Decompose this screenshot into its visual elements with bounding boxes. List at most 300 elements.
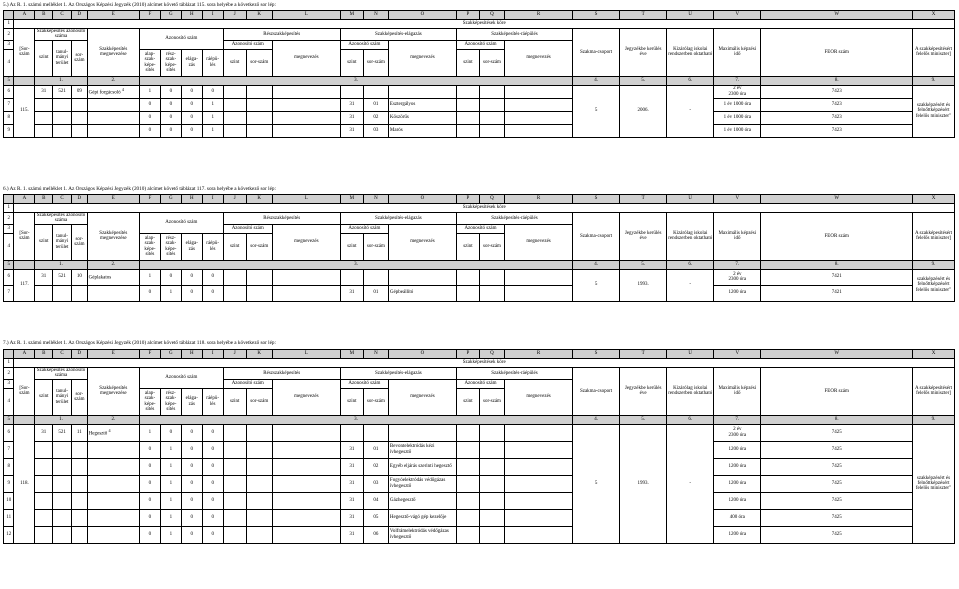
resz-megnevezes-cell [272, 526, 340, 543]
header-kore: Szakképesítések köre [14, 20, 955, 29]
elag-szint-cell [340, 85, 363, 98]
colnum-cell: 9. [913, 260, 955, 269]
sorszam-small-cell [71, 441, 87, 458]
resz-szint-cell [223, 441, 246, 458]
header-azonosito: Azonosító szám [456, 379, 504, 388]
elag-sorszam-cell: 06 [363, 526, 388, 543]
colnum-cell: 8. [761, 415, 913, 424]
header-szint: szint [456, 388, 479, 415]
column-letter: O [388, 11, 456, 20]
flag-cell: 0 [139, 441, 160, 458]
elag-szint-cell: 31 [340, 111, 363, 124]
header-raep: ráépü-lés [202, 49, 223, 76]
elag-megnevezes-cell: Hegesztő-vágó gép kezelője [388, 509, 456, 526]
raep-megnevezes-cell [505, 441, 573, 458]
kepzesi-ido-cell: 1200 óra [714, 441, 761, 458]
column-letter: H [181, 195, 202, 204]
raep-megnevezes-cell [505, 111, 573, 124]
raep-megnevezes-cell [505, 124, 573, 137]
raep-szint-cell [456, 269, 479, 285]
resz-sorszam-cell [246, 98, 272, 111]
tanulmanyi-cell [53, 285, 72, 301]
row-number: 4 [4, 388, 14, 415]
flag-cell: 0 [160, 98, 181, 111]
table-row [4, 124, 955, 137]
header-megnevezese: Szakképesítés megnevezése [87, 213, 139, 261]
header-azonosito-szama: Szakképesítés azonosító száma [36, 213, 86, 224]
table-row [4, 85, 955, 98]
header-azonosito: Azonosító szám [340, 379, 388, 388]
header-megnevezes: megnevezés [272, 40, 340, 76]
elag-sorszam-cell: 02 [363, 458, 388, 475]
colnum-cell: 2. [87, 260, 139, 269]
column-letter: Q [479, 350, 504, 359]
szint-cell [35, 475, 53, 492]
name-text: Gépi forgácsoló [88, 90, 121, 96]
raep-szint-cell [456, 526, 479, 543]
column-letter: V [714, 195, 761, 204]
column-letter: J [223, 350, 246, 359]
raep-sorszam-cell [479, 111, 504, 124]
flag-cell: 0 [181, 424, 202, 441]
colnum-cell: 4. [573, 415, 620, 424]
tanulmanyi-cell [53, 124, 72, 137]
iskolai-cell: - [667, 424, 714, 543]
colnum-cell: 5. [620, 415, 667, 424]
kepzesi-ido-cell: 1200 óra [714, 285, 761, 301]
szakkepesites-name [87, 285, 139, 301]
sorszam-cell: 117. [14, 269, 35, 301]
raep-sorszam-cell [479, 441, 504, 458]
flag-cell: 0 [181, 509, 202, 526]
tanulmanyi-cell [53, 111, 72, 124]
column-letter: C [53, 350, 72, 359]
szint-cell [35, 124, 53, 137]
column-letter: X [913, 350, 955, 359]
colnum-cell: 5. [620, 260, 667, 269]
column-letter: S [573, 195, 620, 204]
flag-cell: 0 [202, 458, 223, 475]
resz-sorszam-cell [246, 111, 272, 124]
sorszam-small-cell [71, 458, 87, 475]
sorszam-cell: 115. [14, 85, 35, 137]
column-letter: J [223, 11, 246, 20]
header-megnevezes: megnevezés [388, 224, 456, 260]
header-megnevezes: megnevezés [388, 379, 456, 415]
column-letter: U [667, 195, 714, 204]
tanulmanyi-cell: 521 [53, 269, 72, 285]
flag-cell: 0 [202, 85, 223, 98]
colnum-cell: 7. [714, 260, 761, 269]
flag-cell: 1 [160, 526, 181, 543]
feor-cell: 7425 [761, 526, 913, 543]
resz-megnevezes-cell [272, 124, 340, 137]
column-letter: P [456, 11, 479, 20]
resz-megnevezes-cell [272, 98, 340, 111]
szint-cell [35, 492, 53, 509]
resz-megnevezes-cell [272, 269, 340, 285]
header-azonosito: Azonosító szám [456, 224, 504, 233]
flag-cell: 1 [160, 492, 181, 509]
column-letter: R [505, 11, 573, 20]
szakkepesites-name [87, 509, 139, 526]
feor-cell: 7423 [761, 124, 913, 137]
column-letter: E [87, 11, 139, 20]
column-letter: I [202, 195, 223, 204]
header-felelos: A szakképesítésért felelős miniszter] [913, 368, 955, 416]
elag-megnevezes-cell: Egyéb eljárás szerinti hegesztő [388, 458, 456, 475]
header-feor: FEOR szám [761, 368, 913, 416]
szint-cell [35, 285, 53, 301]
header-jegyzekbe: Jegyzékbe kerülés éve [620, 213, 667, 261]
szint-cell [35, 98, 53, 111]
szint-cell: 31 [35, 424, 53, 441]
resz-sorszam-cell [246, 269, 272, 285]
kepzesi-ido-cell: 1 év 1000 óra [714, 98, 761, 111]
row-number: 5 [4, 260, 14, 269]
miniszter-cell: szakképzésért és felnőttképzésért felelős miniszter" [913, 85, 955, 137]
row-number: 7 [4, 285, 14, 301]
column-letter: P [456, 350, 479, 359]
header-sorszam: [Sor-szám [14, 368, 35, 416]
raep-sorszam-cell [479, 475, 504, 492]
flag-cell: 0 [202, 269, 223, 285]
header-reszszak: Részszakképesítés [223, 29, 340, 41]
raep-szint-cell [456, 85, 479, 98]
resz-megnevezes-cell [272, 475, 340, 492]
sorszam-small-cell [71, 492, 87, 509]
row-number: 12 [4, 526, 14, 543]
raep-szint-cell [456, 475, 479, 492]
resz-sorszam-cell [246, 424, 272, 441]
resz-sorszam-cell [246, 124, 272, 137]
row-number: 3 [4, 379, 14, 388]
raep-sorszam-cell [479, 526, 504, 543]
row-number: 5 [4, 76, 14, 85]
raep-sorszam-cell [479, 124, 504, 137]
raep-szint-cell [456, 492, 479, 509]
colnum-cell: 6. [667, 76, 714, 85]
szakkepesites-name [87, 124, 139, 137]
feor-cell: 7425 [761, 424, 913, 441]
elag-sorszam-cell: 03 [363, 124, 388, 137]
resz-sorszam-cell [246, 509, 272, 526]
resz-szint-cell [223, 475, 246, 492]
corner-cell [4, 350, 14, 359]
elag-szint-cell: 31 [340, 124, 363, 137]
row-number: 2 [4, 368, 14, 380]
header-szint: szint [340, 49, 363, 76]
column-letter: W [761, 195, 913, 204]
header-elagazas: Szakképesítés-elágazás [340, 213, 456, 225]
raep-megnevezes-cell [505, 285, 573, 301]
row-number: 6 [4, 424, 14, 441]
colnum-cell: 2. [87, 76, 139, 85]
feor-cell: 7425 [761, 492, 913, 509]
header-sorszam-small: sor-szám [363, 49, 388, 76]
column-letter: K [246, 11, 272, 20]
sorszam-small-cell [71, 509, 87, 526]
flag-cell: 0 [202, 526, 223, 543]
tanulmanyi-cell [53, 509, 72, 526]
szint-cell: 31 [35, 85, 53, 98]
kepzesi-ido-cell: 1200 óra [714, 526, 761, 543]
column-letter: F [139, 11, 160, 20]
row-number: 11 [4, 509, 14, 526]
flag-cell: 1 [139, 85, 160, 98]
header-reszszak: Részszakképesítés [223, 213, 340, 225]
resz-sorszam-cell [246, 85, 272, 98]
flag-cell: 1 [160, 509, 181, 526]
column-letter: G [160, 350, 181, 359]
resz-szint-cell [223, 111, 246, 124]
column-letters-row [4, 350, 955, 359]
row-number: 1 [4, 20, 14, 29]
header-sorszam-small: sor-szám [246, 233, 272, 260]
flag-cell: 0 [160, 424, 181, 441]
resz-szint-cell [223, 124, 246, 137]
column-letter: Q [479, 195, 504, 204]
tanulmanyi-cell [53, 98, 72, 111]
table-row [4, 98, 955, 111]
column-letter: Q [479, 11, 504, 20]
flag-cell: 0 [181, 492, 202, 509]
row-number: 3 [4, 40, 14, 49]
resz-szint-cell [223, 85, 246, 98]
header-sorszam-small: sor-szám [71, 224, 87, 260]
feor-cell: 7425 [761, 509, 913, 526]
column-letter: V [714, 350, 761, 359]
row-number: 2 [4, 213, 14, 225]
header-elag: elága-zás [181, 388, 202, 415]
header-feor: FEOR szám [761, 213, 913, 261]
colnum-cell: 3. [139, 76, 572, 85]
header-feor: FEOR szám [761, 29, 913, 77]
header-sorszam-small: sor-szám [71, 379, 87, 415]
table-row [4, 526, 955, 543]
elag-sorszam-cell: 01 [363, 441, 388, 458]
header-szint: szint [340, 388, 363, 415]
colnum-cell: 4. [573, 76, 620, 85]
sorszam-small-cell [71, 475, 87, 492]
elag-megnevezes-cell: Esztergályos [388, 98, 456, 111]
elag-szint-cell: 31 [340, 492, 363, 509]
flag-cell: 0 [160, 85, 181, 98]
row-number: 8 [4, 458, 14, 475]
header-azonosito: Azonosító szám [223, 40, 272, 49]
table-row [4, 509, 955, 526]
raep-megnevezes-cell [505, 85, 573, 98]
header-sorszam-small: sor-szám [363, 233, 388, 260]
iskolai-cell: - [667, 269, 714, 301]
column-letter: G [160, 195, 181, 204]
feor-cell: 7423 [761, 111, 913, 124]
szakkepesites-name [87, 458, 139, 475]
resz-megnevezes-cell [272, 111, 340, 124]
kepzesi-ido-cell: 1200 óra [714, 475, 761, 492]
colnum-cell: 8. [761, 76, 913, 85]
elag-szint-cell: 31 [340, 509, 363, 526]
header-sorszam-small: sor-szám [479, 233, 504, 260]
resz-sorszam-cell [246, 492, 272, 509]
header-szint: szint [456, 233, 479, 260]
sorszam-small-cell: 09 [71, 85, 87, 98]
colnum-cell: 3. [139, 260, 572, 269]
corner-cell [4, 195, 14, 204]
column-letter: B [35, 11, 53, 20]
column-letter: H [181, 350, 202, 359]
header-reszszak: Részszakképesítés [223, 368, 340, 380]
flag-cell: 0 [139, 458, 160, 475]
szakkepesites-name [87, 111, 139, 124]
header-kore: Szakképesítések köre [14, 359, 955, 368]
flag-cell: 1 [139, 269, 160, 285]
raep-megnevezes-cell [505, 458, 573, 475]
header-alap: alap-szak-képe-sítés [139, 233, 160, 260]
column-letter: T [620, 11, 667, 20]
resz-megnevezes-cell [272, 285, 340, 301]
column-letter: D [71, 195, 87, 204]
colnum-cell [14, 76, 35, 85]
flag-cell: 0 [181, 124, 202, 137]
colnum-cell: 3. [139, 415, 572, 424]
header-megnevezese: Szakképesítés megnevezése [87, 29, 139, 77]
header-szint: szint [223, 49, 246, 76]
iskolai-cell: - [667, 85, 714, 137]
column-letter: X [913, 11, 955, 20]
column-letter: W [761, 350, 913, 359]
table-row [4, 111, 955, 124]
header-sorszam: [Sor-szám [14, 213, 35, 261]
sorszam-small-cell: 10 [71, 269, 87, 285]
header-megnevezes: megnevezés [505, 379, 573, 415]
column-letter: K [246, 195, 272, 204]
raep-sorszam-cell [479, 85, 504, 98]
miniszter-cell: szakképzésért és felnőttképzésért felelős miniszter" [913, 424, 955, 543]
row-number: 9 [4, 124, 14, 137]
header-sorszam-small: sor-szám [363, 388, 388, 415]
raep-megnevezes-cell [505, 526, 573, 543]
resz-megnevezes-cell [272, 85, 340, 98]
colnum-cell: 8. [761, 260, 913, 269]
name-text: Géplakatos [88, 275, 112, 281]
szakkepesites-name [87, 269, 139, 285]
header-szakmacsoport: Szakma-csoport [573, 213, 620, 261]
header-maximalis: Maximális képzési idő [714, 368, 761, 416]
flag-cell: 0 [139, 492, 160, 509]
name-text: Hegesztő [88, 431, 108, 437]
sorszam-cell: 118. [14, 424, 35, 543]
column-letter: S [573, 11, 620, 20]
elag-sorszam-cell: 01 [363, 285, 388, 301]
column-letter: W [761, 11, 913, 20]
raep-sorszam-cell [479, 492, 504, 509]
flag-cell: 0 [181, 526, 202, 543]
flag-cell: 1 [160, 475, 181, 492]
header-jegyzekbe: Jegyzékbe kerülés éve [620, 368, 667, 416]
column-letter: B [35, 195, 53, 204]
header-szakmacsoport: Szakma-csoport [573, 29, 620, 77]
sorszam-small-cell: 11 [71, 424, 87, 441]
kepzesi-ido-cell: 1 év 1000 óra [714, 111, 761, 124]
raep-megnevezes-cell [505, 424, 573, 441]
elag-sorszam-cell: 05 [363, 509, 388, 526]
column-letter: R [505, 350, 573, 359]
header-azonosito-szam: Azonosító szám [139, 213, 223, 234]
column-letter: V [714, 11, 761, 20]
colnum-cell: 6. [667, 260, 714, 269]
header-azonosito-szam: Azonosító szám [139, 368, 223, 389]
raep-szint-cell [456, 285, 479, 301]
header-azonosito: Azonosító szám [223, 224, 272, 233]
column-letter: A [14, 350, 35, 359]
column-letter: L [272, 11, 340, 20]
table-row [4, 424, 955, 441]
feor-cell: 7421 [761, 285, 913, 301]
caption-117: 6.) Az R. 1. számú melléklet 1. Az Országos Képzési Jegyzék (2010) alcímet követő táblázat 117. sora helyébe a következő sor lép: [3, 186, 276, 192]
colnum-cell: 1. [35, 76, 87, 85]
colnum-cell: 7. [714, 415, 761, 424]
header-azonosito: Azonosító szám [456, 40, 504, 49]
column-letter: I [202, 11, 223, 20]
colnum-cell: 5. [620, 76, 667, 85]
resz-megnevezes-cell [272, 424, 340, 441]
raep-sorszam-cell [479, 424, 504, 441]
footnote-mark: 4 [108, 427, 111, 433]
elag-sorszam-cell: 02 [363, 111, 388, 124]
header-sorszam-small: sor-szám [246, 49, 272, 76]
header-elagazas: Szakképesítés-elágazás [340, 368, 456, 380]
column-letters-row [4, 11, 955, 20]
sorszam-small-cell [71, 526, 87, 543]
elag-megnevezes-cell [388, 424, 456, 441]
column-letter: G [160, 11, 181, 20]
szakkepesites-name [87, 85, 139, 98]
table-row [4, 492, 955, 509]
elag-szint-cell [340, 424, 363, 441]
column-letter: C [53, 11, 72, 20]
kepzesi-ido-cell: 2 év 2300 óra [714, 85, 761, 98]
header-felelos: A szakképesítésért felelős miniszter] [913, 213, 955, 261]
row-number: 5 [4, 415, 14, 424]
szakkepesites-name [87, 492, 139, 509]
kepzesi-ido-cell: 400 óra [714, 509, 761, 526]
table-row [4, 269, 955, 285]
flag-cell: 0 [160, 111, 181, 124]
header-raep: ráépü-lés [202, 233, 223, 260]
raep-szint-cell [456, 424, 479, 441]
elag-szint-cell: 31 [340, 526, 363, 543]
row-number: 3 [4, 224, 14, 233]
column-letter: M [340, 350, 363, 359]
raep-megnevezes-cell [505, 98, 573, 111]
colnum-cell: 1. [35, 415, 87, 424]
tanulmanyi-cell [53, 441, 72, 458]
column-letter: O [388, 195, 456, 204]
column-letter: C [53, 195, 72, 204]
raep-megnevezes-cell [505, 269, 573, 285]
elag-szint-cell: 31 [340, 98, 363, 111]
raep-sorszam-cell [479, 509, 504, 526]
header-elag: elága-zás [181, 49, 202, 76]
szint-cell: 31 [35, 269, 53, 285]
resz-szint-cell [223, 458, 246, 475]
elag-megnevezes-cell: Volfrámelektródás védőgázas ívhegesztő [388, 526, 456, 543]
header-azonosito-szam: Azonosító szám [139, 29, 223, 50]
flag-cell: 1 [160, 441, 181, 458]
flag-cell: 0 [202, 475, 223, 492]
table-117 [3, 194, 955, 302]
